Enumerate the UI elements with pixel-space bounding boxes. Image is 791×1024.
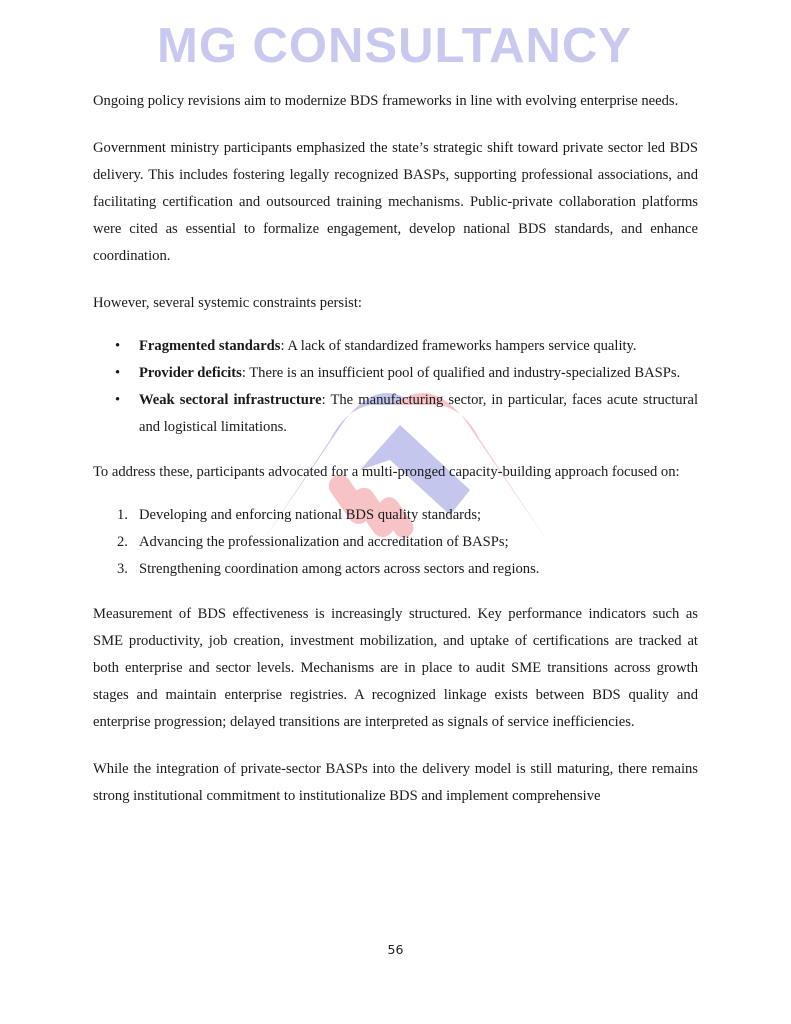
- numbered-item: [93, 529, 698, 556]
- watermark-text: MG CONSULTANCY: [157, 19, 632, 73]
- item-number: 1.: [117, 507, 128, 523]
- paragraph-measurement: Measurement of BDS effectiveness is increasingly structured. Key performance indicators such as SME productivity, job creation, investment mobilization, and uptake of certifications are tracked at both enterprise and sector levels. Mechanisms are in place to audit SME transitions across growth stages and maintain enterprise registries. A recognized linkage exists between BDS quality and enterprise progression; delayed transitions are interpreted as signals of service inefficiencies.: [93, 606, 698, 730]
- item-number: 2.: [117, 534, 128, 550]
- bullet-item: [93, 333, 698, 360]
- paragraph-approach-intro: To address these, participants advocated for a multi-pronged capacity-building approach focused on:: [93, 464, 680, 480]
- bullet-item: [93, 360, 698, 387]
- bullet-icon: •: [115, 392, 121, 408]
- numbered-item: [93, 556, 698, 583]
- bullet-text: : There is an insufficient pool of qualified and industry-specialized BASPs.: [241, 365, 681, 381]
- bullet-text: : A lack of standardized frameworks hampers service quality.: [280, 338, 637, 354]
- document-body: [93, 88, 698, 810]
- bullet-term: Weak sectoral infrastructure: [139, 392, 322, 408]
- paragraph-constraints-intro: However, several systemic constraints persist:: [93, 295, 362, 311]
- bullet-icon: •: [115, 365, 121, 381]
- bullet-icon: •: [115, 338, 121, 354]
- numbered-item: [93, 502, 698, 529]
- paragraph-integration: While the integration of private-sector BASPs into the delivery model is still maturing, there remains strong institutional commitment to institutionalize BDS and implement comprehensive: [93, 761, 698, 804]
- constraints-bullet-list: [93, 333, 698, 441]
- item-text: Strengthening coordination among actors across sectors and regions.: [139, 561, 540, 577]
- paragraph-policy-revisions: Ongoing policy revisions aim to modernize BDS frameworks in line with evolving enterprise needs.: [93, 93, 679, 109]
- item-text: Advancing the professionalization and accreditation of BASPs;: [139, 534, 509, 550]
- bullet-term: Fragmented standards: [139, 338, 281, 354]
- bullet-term: Provider deficits: [139, 365, 242, 381]
- item-number: 3.: [117, 561, 128, 577]
- bullet-item: [93, 387, 698, 441]
- item-text: Developing and enforcing national BDS quality standards;: [139, 507, 482, 523]
- page-number: 56: [387, 942, 404, 957]
- approach-numbered-list: [93, 502, 698, 583]
- paragraph-government-shift: Government ministry participants emphasized the state’s strategic shift toward private sector led BDS delivery. This includes fostering legally recognized BASPs, supporting professional associations, and facilitating certification and outsourced training mechanisms. Public-private collaboration platforms were cited as essential to formalize engagement, develop national BDS standards, and enhance coordination.: [93, 140, 698, 264]
- bullet-text: : The manufacturing sector, in particular, faces acute structural and logistical limitations.: [139, 392, 698, 435]
